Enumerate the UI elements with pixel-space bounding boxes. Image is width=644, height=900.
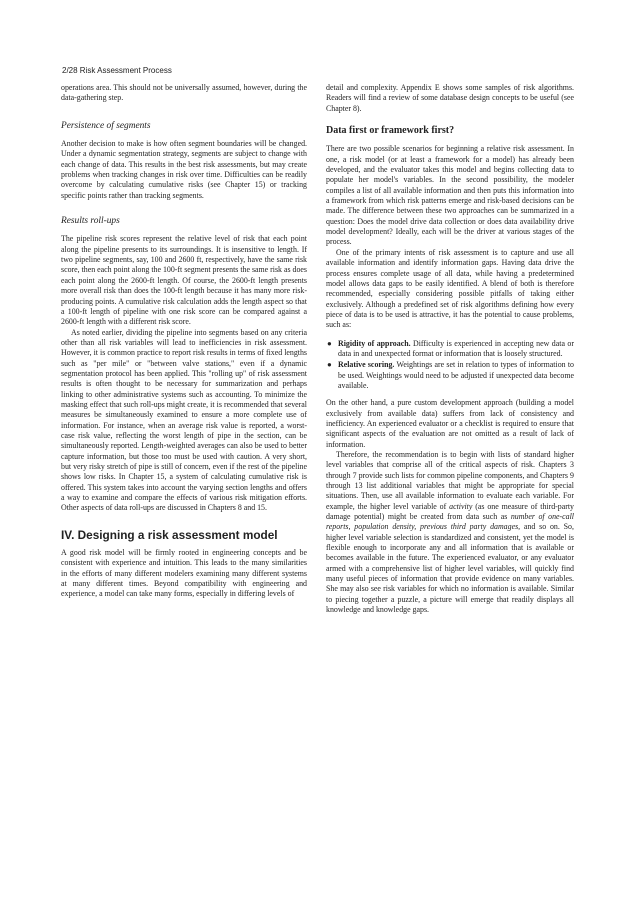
emphasis: number of one-call reports, population density, previous third party damages, xyxy=(326,512,574,532)
bullet-term: Rigidity of approach. xyxy=(338,338,411,348)
list-item xyxy=(326,360,574,391)
bullet-text: Weightings are set in relation to types of information to be used. Weightings would need to be adjusted if unexpected data become available. xyxy=(338,360,574,390)
subheading-rollups: Results roll-ups xyxy=(61,216,120,227)
bullet-icon: ● xyxy=(327,360,332,370)
paragraph: detail and complexity. Appendix E shows some samples of risk algorithms. Readers will find a review of some database design concepts to be useful (see Chapter 8). xyxy=(326,83,574,113)
section-title: IV. Designing a risk assessment model xyxy=(61,527,278,542)
paragraph: On the other hand, a pure custom development approach (building a model exclusively from available data) suffers from lack of consistency and inefficiency. An experienced evaluator or a checklist is required to ensure that significant aspects of the evaluation are not omitted as a result of lack of information. xyxy=(326,398,574,449)
left-column xyxy=(61,83,307,600)
paragraph: Another decision to make is how often segment boundaries will be changed. Under a dynamic segmentation strategy, segments are subject to change with each change of data. This results in the best risk assessments, but may create problems when tracking changes in risk over time. Difficulties can be readily overcome by calculating cumulative risks (see Chapter 15) or tracking specific points rather than tracking segments. xyxy=(61,139,307,200)
right-column xyxy=(326,83,574,616)
paragraph: The pipeline risk scores represent the relative level of risk that each point along the pipeline presents to its surroundings. It is insensitive to length. If two pipeline segments, say, 100 and 2600 ft, respectively, have the same risk score, then each point along the 100-ft segment presents the same risk as does each point along the 2600-ft length. Of course, the 2600-ft length presents more overall risk than does the 100-ft length because it has many more risk-producing points. A cumulative risk calculation adds the length aspect so that a 100-ft length of pipeline with one risk score can be compared against a 2600-ft length with a different risk score. xyxy=(61,234,307,327)
list-item xyxy=(326,339,574,360)
paragraph: There are two possible scenarios for beginning a relative risk assessment. In one, a risk model (or at least a framework for a model) has already been developed, and the evaluator takes this model and begins collecting data to populate her model's variables. In the second possibility, the modeler compiles a list of all available information and then puts this information into a framework from which risk patterns emerge and risk-based decisions can be made. The difference between these two approaches can be summarized in a question: Does the model drive data collection or does data availability drive model development? Ideally, each will be the driver at various stages of the process. xyxy=(326,144,574,247)
emphasis: activity xyxy=(449,501,473,511)
bullet-text: Difficulty is experienced in accepting new data or data in and unexpected format or information that is loosely structured. xyxy=(338,338,574,358)
paragraph xyxy=(326,450,574,616)
bullet-list xyxy=(326,339,574,392)
bullet-icon: ● xyxy=(327,338,332,348)
bullet-term: Relative scoring. xyxy=(338,360,395,370)
text-run: (as one measure of third-party damage potential) might be created from data such as xyxy=(326,501,575,522)
paragraph: One of the primary intents of risk assessment is to capture and use all available information and identify information gaps. Having data drive the process ensures complete usage of all data, while having a predetermined model allows data gaps to be easily identified. A blend of both is therefore recommended, especially considering possible pitfalls of taking either exclusively. Although a predefined set of risk algorithms defining how every piece of data is to be used is attractive, it has the potential to cause problems, such as: xyxy=(326,247,574,330)
paragraph: operations area. This should not be universally assumed, however, during the data-gathering step. xyxy=(61,83,307,103)
paragraph: A good risk model will be firmly rooted in engineering concepts and be consistent with experience and intuition. This leads to the many similarities in the efforts of many different modelers examining many different systems at many different times. Beyond compatibility with engineering and experience, a model can take many forms, especially in differing levels of xyxy=(61,548,307,599)
subheading-data-first: Data first or framework first? xyxy=(326,125,455,137)
subheading-persistence: Persistence of segments xyxy=(61,120,151,131)
running-head: 2/28 Risk Assessment Process xyxy=(62,66,172,75)
paragraph: As noted earlier, dividing the pipeline into segments based on any criteria other than all risk variables will lead to inefficiencies in risk assessment. However, it is common practice to report risk results in terms of fixed lengths such as "per mile" or "between valve stations," even if a dynamic segmentation protocol has been applied. This "rolling up" of risk assessment results is often thought to be necessary for summarization and perhaps linking to other administrative systems such as accounting. To minimize the masking effect that such roll-ups might create, it is recommended that several measures be simultaneously examined to ensure a more complete use of information. For instance, when an average risk value is reported, a worst-case risk value, reflecting the worst length of pipe in the section, can be simultaneously reported. Length-weighted averages can also be used to better capture information, but those too must be used with caution. A very short, but very risky stretch of pipe is still of concern, even if the rest of the pipeline shows low risks. In Chapter 15, a system of calculating cumulative risk is offered. This system takes into account the varying section lengths and offers a way to examine and compare the effects of various risk mitigation efforts. Other aspects of data roll-ups are discussed in Chapters 8 and 15. xyxy=(61,327,307,513)
text-run: Therefore, the recommendation is to begin with lists of standard higher level variables that comprise all of the critical aspects of risk. Chapters 3 through 7 provide such lists for common pipeline components, and Chapters 9 through 13 list additional variables that might be appropriate for special situations. Then, use all available information to evaluate each variable. For example, the higher level variable of xyxy=(326,450,574,511)
text-run: and so on. So, higher level variable selection is standardized and consistent, yet the model is flexible enough to incorporate any and all information that is available or becomes available in the future. The experienced evaluator, or any evaluator armed with a comprehensive list of higher level variables, will quickly find many useful pieces of information that provide evidence on many variables. She may also see risk variables for which no information is available. Similar to piecing together a puzzle, a picture will emerge that readily displays all knowledge and knowledge gaps. xyxy=(326,522,574,615)
